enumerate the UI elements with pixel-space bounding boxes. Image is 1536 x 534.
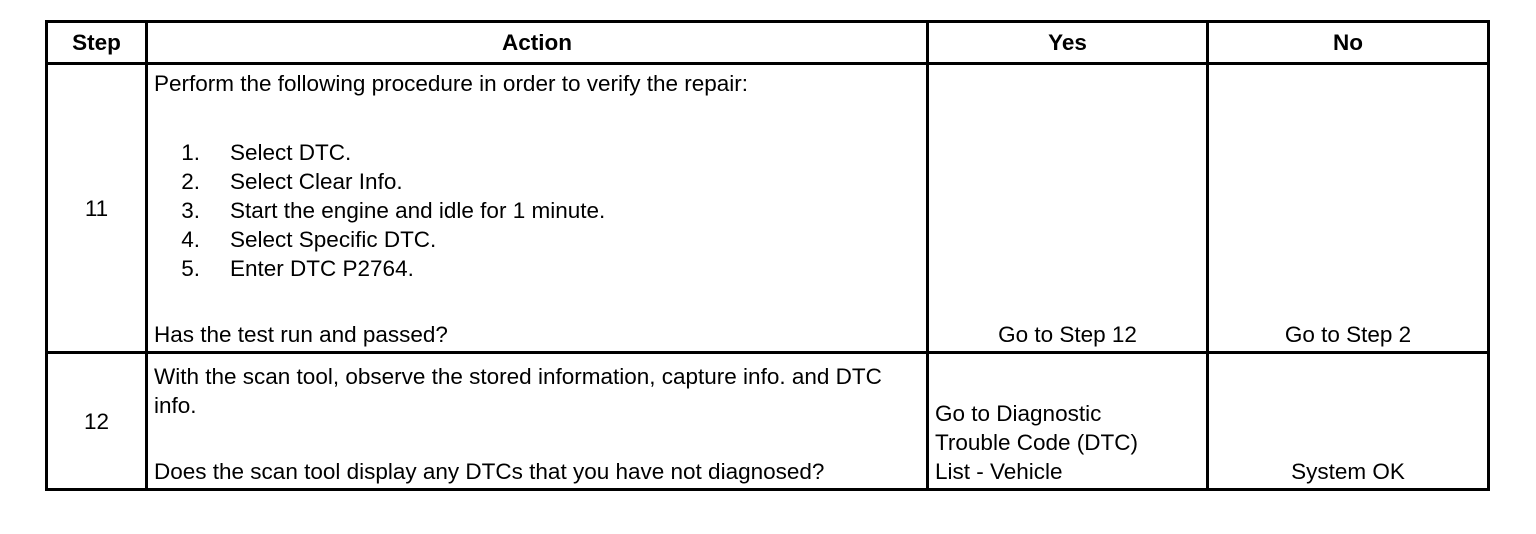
action-cell: [147, 64, 928, 353]
step-number: 11: [47, 64, 147, 353]
no-cell: [1208, 64, 1489, 353]
yes-cell: [928, 64, 1208, 353]
yes-result: Go to Step 12: [998, 322, 1137, 347]
procedure-item-text: Select Specific DTC.: [230, 227, 437, 252]
column-header-action: Action: [147, 22, 928, 64]
procedure-item-number: 4.: [181, 227, 200, 252]
procedure-item: [154, 167, 605, 196]
procedure-item-text: Start the engine and idle for 1 minute.: [230, 198, 606, 223]
procedure-item-number: 5.: [181, 256, 200, 281]
procedure-item-text: Select DTC.: [230, 140, 352, 165]
procedure-item: [154, 225, 605, 254]
procedure-item: [154, 196, 605, 225]
no-cell: [1208, 353, 1489, 490]
action-question: Does the scan tool display any DTCs that you have not diagnosed?: [154, 459, 825, 484]
column-header-step: Step: [47, 22, 147, 64]
table-header-row: [47, 22, 1489, 64]
action-intro: With the scan tool, observe the stored information, capture info. and DTC info.: [154, 364, 882, 418]
procedure-item: [154, 254, 605, 283]
column-header-no: No: [1208, 22, 1489, 64]
procedure-item-text: Enter DTC P2764.: [230, 256, 414, 281]
yes-result-line: Trouble Code (DTC): [935, 430, 1138, 455]
procedure-item-number: 2.: [181, 169, 200, 194]
column-header-yes: Yes: [928, 22, 1208, 64]
step-number: 12: [47, 353, 147, 490]
procedure-item: [154, 138, 605, 167]
yes-result-line: Go to Diagnostic: [935, 401, 1102, 426]
no-result: System OK: [1291, 459, 1405, 484]
procedure-item-text: Select Clear Info.: [230, 169, 403, 194]
yes-cell: [928, 353, 1208, 490]
procedure-item-number: 1.: [181, 140, 200, 165]
table-row-step-12: [47, 353, 1489, 490]
yes-result-line: List - Vehicle: [935, 459, 1063, 484]
action-question: Has the test run and passed?: [154, 322, 448, 347]
table-row-step-11: [47, 64, 1489, 353]
action-intro: Perform the following procedure in order to verify the repair:: [154, 71, 749, 96]
action-cell: [147, 353, 928, 490]
procedure-item-number: 3.: [181, 198, 200, 223]
procedure-list: [154, 138, 605, 283]
no-result: Go to Step 2: [1284, 322, 1412, 347]
yes-result: [935, 399, 1200, 486]
diagnostic-steps-table: [45, 20, 1490, 491]
